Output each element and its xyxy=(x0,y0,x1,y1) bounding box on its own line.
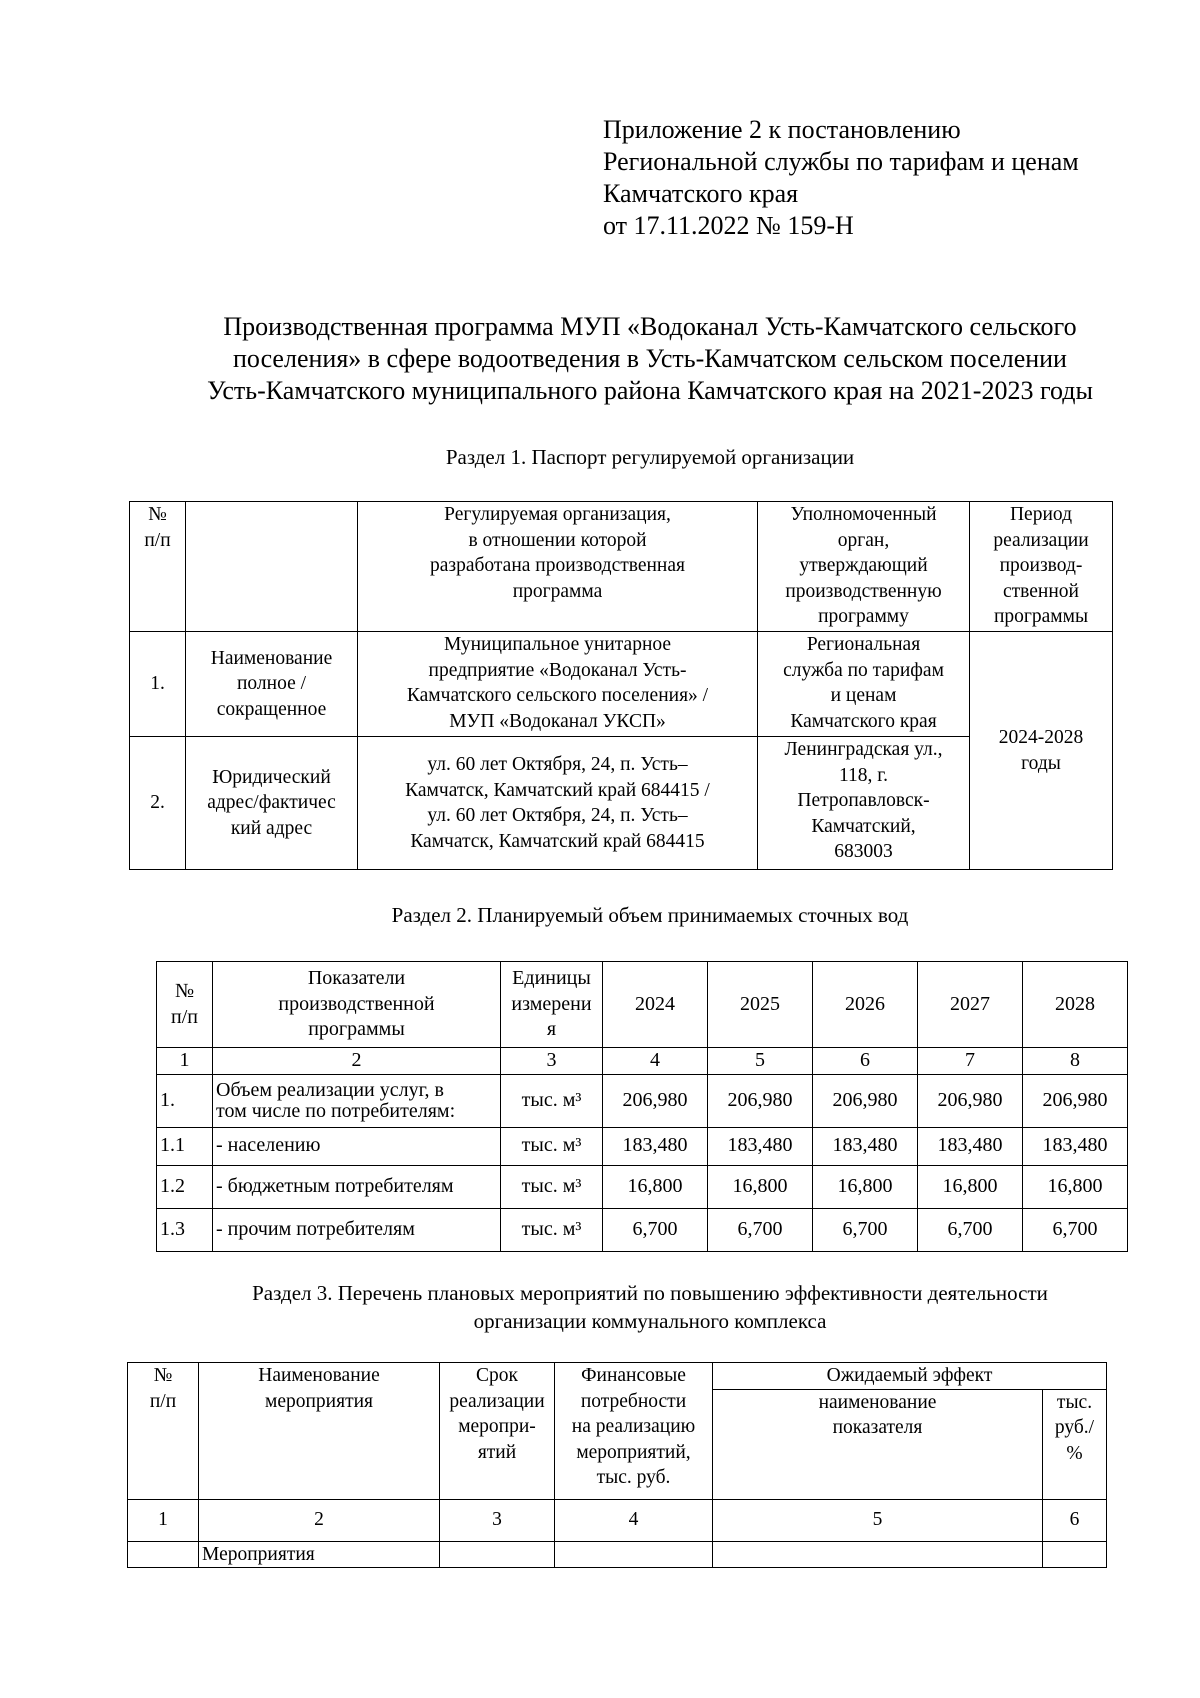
empty-cell xyxy=(128,1541,199,1568)
table-row xyxy=(157,1208,1128,1251)
column-number: 6 xyxy=(813,1048,918,1075)
value-cell: 16,800 xyxy=(603,1165,708,1208)
row-number: 1. xyxy=(130,632,186,737)
row-name: Мероприятия xyxy=(199,1541,440,1568)
annex-line: от 17.11.2022 № 159-Н xyxy=(603,211,854,240)
value-cell: 6,700 xyxy=(1023,1208,1128,1251)
header-cell: № п/п xyxy=(130,502,186,632)
unit-cell: тыс. м³ xyxy=(501,1165,603,1208)
table-row xyxy=(157,1074,1128,1127)
table-row xyxy=(130,632,1113,737)
row-number: 1.1 xyxy=(157,1127,213,1165)
row-name: Объем реализации услуг, в том числе по потребителям: xyxy=(213,1074,501,1127)
table-row xyxy=(157,1165,1128,1208)
empty-cell xyxy=(1043,1541,1107,1568)
column-number-row xyxy=(128,1499,1107,1541)
annex-block xyxy=(603,114,1079,242)
year-header: 2028 xyxy=(1023,962,1128,1048)
value-cell: 183,480 xyxy=(813,1127,918,1165)
authority-cell: Ленинградская ул., 118, г. Петропавловск- Камчатский, 683003 xyxy=(758,737,970,870)
value-cell: 6,700 xyxy=(813,1208,918,1251)
value-cell: 206,980 xyxy=(1023,1074,1128,1127)
column-number: 2 xyxy=(199,1499,440,1541)
header-cell xyxy=(186,502,358,632)
column-number: 6 xyxy=(1043,1499,1107,1541)
volume-table xyxy=(156,961,1128,1252)
empty-cell xyxy=(713,1541,1043,1568)
row-number: 1. xyxy=(157,1074,213,1127)
header-cell: Показатели производственной программы xyxy=(213,962,501,1048)
header-cell: Наименование мероприятия xyxy=(199,1363,440,1500)
section3-title xyxy=(120,1279,1180,1335)
table-row xyxy=(157,962,1128,1048)
row-name: - бюджетным потребителям xyxy=(213,1165,501,1208)
unit-cell: тыс. м³ xyxy=(501,1127,603,1165)
title-line: Усть-Камчатского муниципального района Камчатского края на 2021-2023 годы xyxy=(207,376,1093,405)
row-name: - прочим потребителям xyxy=(213,1208,501,1251)
value-cell: 206,980 xyxy=(708,1074,813,1127)
column-number: 3 xyxy=(501,1048,603,1075)
title-line: Производственная программа МУП «Водоканал Усть-Камчатского сельского xyxy=(223,312,1077,341)
column-number: 4 xyxy=(603,1048,708,1075)
table-row xyxy=(130,502,1113,632)
section2-title: Раздел 2. Планируемый объем принимаемых сточных вод xyxy=(391,903,909,927)
row-label: Наименование полное / сокращенное xyxy=(186,632,358,737)
org-cell: Муниципальное унитарное предприятие «Водоканал Усть- Камчатского сельского поселения» / МУП «Водоканал УКСП» xyxy=(358,632,758,737)
header-cell: № п/п xyxy=(128,1363,199,1500)
value-cell: 6,700 xyxy=(708,1208,813,1251)
measures-table xyxy=(127,1362,1107,1568)
row-name: - населению xyxy=(213,1127,501,1165)
header-cell: Уполномоченный орган, утверждающий производственную программу xyxy=(758,502,970,632)
value-cell: 206,980 xyxy=(918,1074,1023,1127)
row-number: 1.2 xyxy=(157,1165,213,1208)
value-cell: 16,800 xyxy=(918,1165,1023,1208)
annex-line: Камчатского края xyxy=(603,179,799,208)
header-cell: Период реализации производ- ственной программы xyxy=(970,502,1113,632)
value-cell: 16,800 xyxy=(813,1165,918,1208)
header-cell: тыс. руб./ % xyxy=(1043,1389,1107,1499)
column-number: 5 xyxy=(713,1499,1043,1541)
value-cell: 183,480 xyxy=(1023,1127,1128,1165)
value-cell: 183,480 xyxy=(603,1127,708,1165)
header-cell: Единицы измерени я xyxy=(501,962,603,1048)
title-line: поселения» в сфере водоотведения в Усть-Камчатском сельском поселении xyxy=(233,344,1067,373)
row-label: Юридический адрес/фактичес кий адрес xyxy=(186,737,358,870)
authority-cell: Региональная служба по тарифам и ценам Камчатского края xyxy=(758,632,970,737)
value-cell: 16,800 xyxy=(708,1165,813,1208)
year-header: 2027 xyxy=(918,962,1023,1048)
column-number: 1 xyxy=(128,1499,199,1541)
value-cell: 6,700 xyxy=(918,1208,1023,1251)
column-number: 4 xyxy=(555,1499,713,1541)
value-cell: 6,700 xyxy=(603,1208,708,1251)
table-row xyxy=(128,1541,1107,1568)
section1-title: Раздел 1. Паспорт регулируемой организации xyxy=(445,445,855,469)
value-cell: 183,480 xyxy=(708,1127,813,1165)
year-header: 2025 xyxy=(708,962,813,1048)
period-cell: 2024-2028 годы xyxy=(970,632,1113,870)
annex-line: Региональной службы по тарифам и ценам xyxy=(603,147,1079,176)
table-row xyxy=(157,1127,1128,1165)
empty-cell xyxy=(555,1541,713,1568)
section3-title-line: Раздел 3. Перечень плановых мероприятий по повышению эффективности деятельности xyxy=(252,1281,1048,1305)
annex-line: Приложение 2 к постановлению xyxy=(603,115,961,144)
document-title xyxy=(120,311,1180,407)
passport-table xyxy=(129,501,1113,870)
header-cell: Финансовые потребности на реализацию мероприятий, тыс. руб. xyxy=(555,1363,713,1500)
column-number: 3 xyxy=(440,1499,555,1541)
column-number: 2 xyxy=(213,1048,501,1075)
header-cell: Срок реализации меропри- ятий xyxy=(440,1363,555,1500)
column-number: 7 xyxy=(918,1048,1023,1075)
column-number: 5 xyxy=(708,1048,813,1075)
value-cell: 206,980 xyxy=(813,1074,918,1127)
column-number-row xyxy=(157,1048,1128,1075)
header-cell: Регулируемая организация, в отношении которой разработана производственная программа xyxy=(358,502,758,632)
unit-cell: тыс. м³ xyxy=(501,1074,603,1127)
table-row xyxy=(128,1363,1107,1390)
empty-cell xyxy=(440,1541,555,1568)
column-number: 8 xyxy=(1023,1048,1128,1075)
value-cell: 16,800 xyxy=(1023,1165,1128,1208)
section3-title-line: организации коммунального комплекса xyxy=(473,1309,827,1333)
year-header: 2024 xyxy=(603,962,708,1048)
value-cell: 183,480 xyxy=(918,1127,1023,1165)
column-number: 1 xyxy=(157,1048,213,1075)
header-cell: наименование показателя xyxy=(713,1389,1043,1499)
row-number: 2. xyxy=(130,737,186,870)
year-header: 2026 xyxy=(813,962,918,1048)
value-cell: 206,980 xyxy=(603,1074,708,1127)
unit-cell: тыс. м³ xyxy=(501,1208,603,1251)
table-row xyxy=(130,737,1113,870)
header-cell: Ожидаемый эффект xyxy=(713,1363,1107,1390)
header-cell: № п/п xyxy=(157,962,213,1048)
row-number: 1.3 xyxy=(157,1208,213,1251)
org-cell: ул. 60 лет Октября, 24, п. Усть– Камчатск, Камчатский край 684415 / ул. 60 лет Октября, 24, п. Усть– Камчатск, Камчатский край 684415 xyxy=(358,737,758,870)
